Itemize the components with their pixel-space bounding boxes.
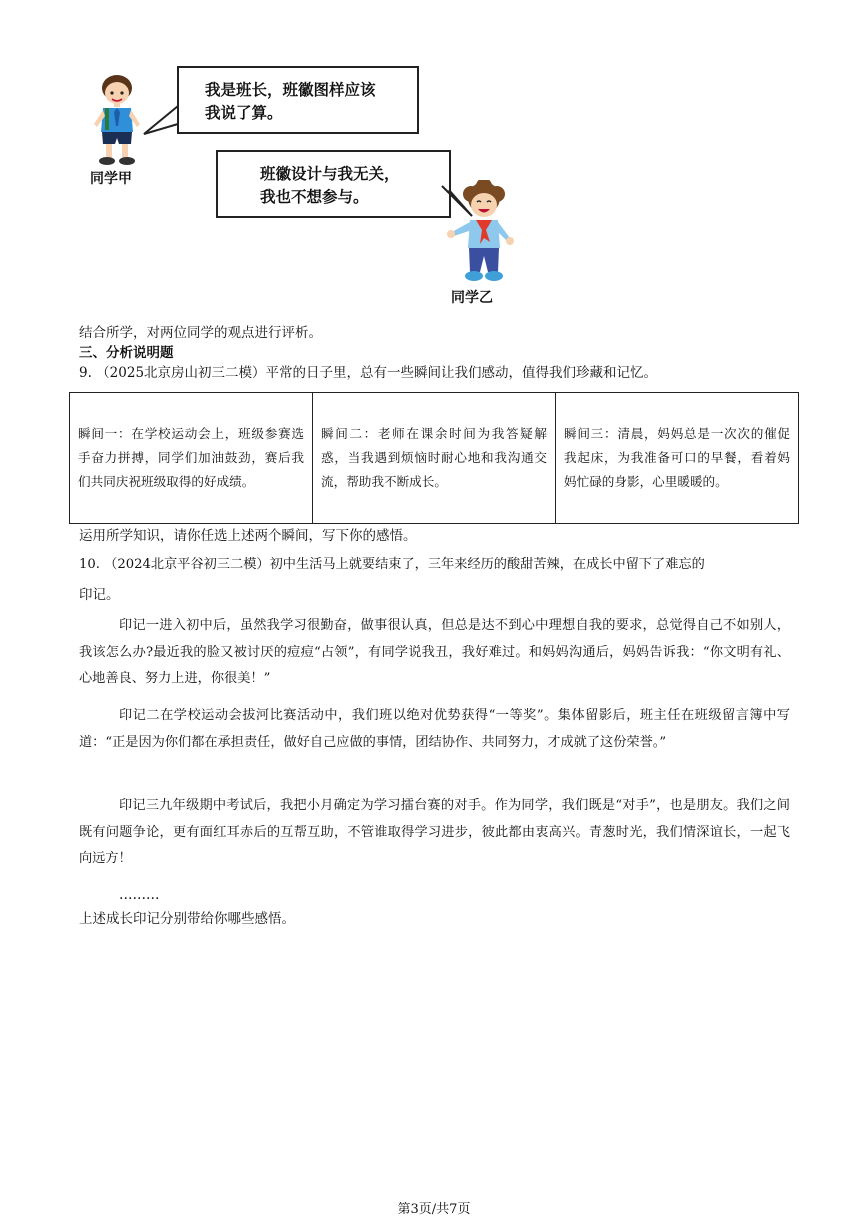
student-b-caption: 同学乙 bbox=[451, 290, 493, 306]
speech-a-line2: 我说了算。 bbox=[205, 104, 283, 122]
q10-imprint-3: 印记三九年级期中考试后，我把小月确定为学习擂台赛的对手。作为同学，我们既是“对手”，也是朋友。我们之间既有问题争论，更有面红耳赤后的互帮互助，不管谁取得学习进步，彼此都由衷高兴。青葱时光，我们情深谊长，一起飞向远方！ bbox=[79, 798, 790, 866]
student-a-illustration bbox=[86, 72, 148, 168]
q10-stem-line1: 10. （2024北京平谷初三二模）初中生活马上就要结束了，三年来经历的酸甜苦辣，在成长中留下了难忘的 bbox=[79, 557, 705, 572]
speech-bubble-a-tail bbox=[141, 100, 181, 140]
page-footer: 第3页/共7页 bbox=[397, 1202, 471, 1217]
speech-a-line1: 我是班长，班徽图样应该 bbox=[205, 81, 376, 99]
speech-bubble-b bbox=[216, 150, 451, 218]
q9-stem: 9. （2025北京房山初三二模）平常的日子里，总有一些瞬间让我们感动，值得我们珍藏和记忆。 bbox=[79, 365, 658, 381]
speech-b-line1: 班徽设计与我无关， bbox=[260, 165, 400, 183]
section3-heading: 三、分析说明题 bbox=[79, 345, 174, 361]
moment-2-cell: 瞬间二：老师在课余时间为我答疑解惑，当我遇到烦恼时耐心地和我沟通交流，帮助我不断成长。 bbox=[313, 393, 556, 524]
q9-prompt: 运用所学知识，请你任选上述两个瞬间，写下你的感悟。 bbox=[79, 528, 417, 544]
q10-stem-line2: 印记。 bbox=[79, 587, 120, 603]
speech-b-line2: 我也不想参与。 bbox=[260, 188, 369, 206]
speech-bubble-a bbox=[177, 66, 419, 134]
q9-moments-table bbox=[69, 392, 799, 524]
q10-imprint-2: 印记二在学校运动会拔河比赛活动中，我们班以绝对优势获得“一等奖”。集体留影后，班主任在班级留言簿中写道：“正是因为你们都在承担责任，做好自己应做的事情，团结协作、共同努力，才成就了这份荣誉。” bbox=[79, 708, 790, 750]
q10-imprint-1: 印记一进入初中后，虽然我学习很勤奋，做事很认真，但总是达不到心中理想自我的要求，总觉得自己不如别人，我该怎么办?最近我的脸又被讨厌的痘痘“占领”，有同学说我丑，我好难过。和妈妈沟通后，妈妈告诉我：“你文明有礼、心地善良、努力上进，你很美！” bbox=[79, 618, 790, 686]
q8-prompt: 结合所学，对两位同学的观点进行评析。 bbox=[79, 325, 322, 341]
q10-ellipsis: ……… bbox=[119, 887, 160, 903]
student-b-illustration bbox=[444, 180, 524, 286]
moment-3-cell: 瞬间三：清晨，妈妈总是一次次的催促我起床，为我准备可口的早餐，看着妈妈忙碌的身影，心里暖暖的。 bbox=[556, 393, 799, 524]
student-a-caption: 同学甲 bbox=[90, 171, 132, 187]
moment-1-cell: 瞬间一：在学校运动会上，班级参赛选手奋力拼搏，同学们加油鼓劲，赛后我们共同庆祝班级取得的好成绩。 bbox=[70, 393, 313, 524]
q10-prompt: 上述成长印记分别带给你哪些感悟。 bbox=[79, 911, 295, 927]
